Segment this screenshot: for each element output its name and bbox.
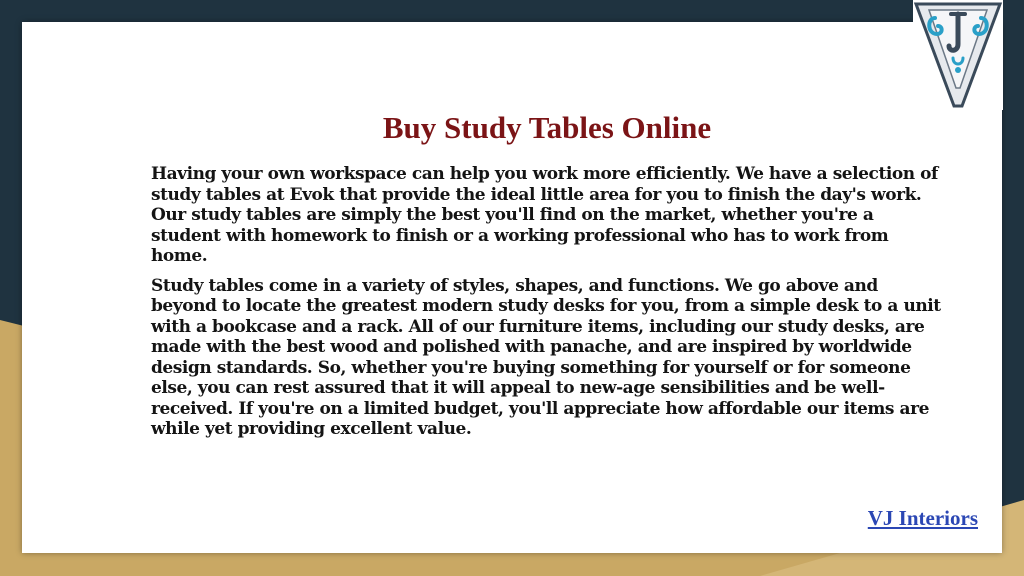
paragraph: Having your own workspace can help you work more efficiently. We have a selection of study tables at Evok that provide the ideal little area for you to finish the day's work. Our study tables are simply the best you'll find on the market, whether you're a student with homework to finish or a working professional who has to work from home. [151, 164, 938, 266]
vj-monogram-logo-icon [913, 0, 1003, 110]
content-card [22, 22, 1002, 553]
paragraph: Study tables come in a variety of styles, shapes, and functions. We go above and beyond to locate the greatest modern study desks for you, from a simple desk to a unit with a bookcase and a rack. All of our furniture items, including our study desks, are made with the best wood and polished with panache, and are inspired by worldwide design standards. So, whether you're buying something for yourself or for someone else, you can rest assured that it will appeal to new-age sensibilities and be well-received. If you're on a limited budget, you'll appreciate how affordable our items are while yet providing excellent value. [151, 275, 941, 439]
page-title: Buy Study Tables Online [382, 110, 712, 145]
vj-interiors-link[interactable]: VJ Interiors [867, 506, 978, 530]
body-text [151, 164, 941, 449]
